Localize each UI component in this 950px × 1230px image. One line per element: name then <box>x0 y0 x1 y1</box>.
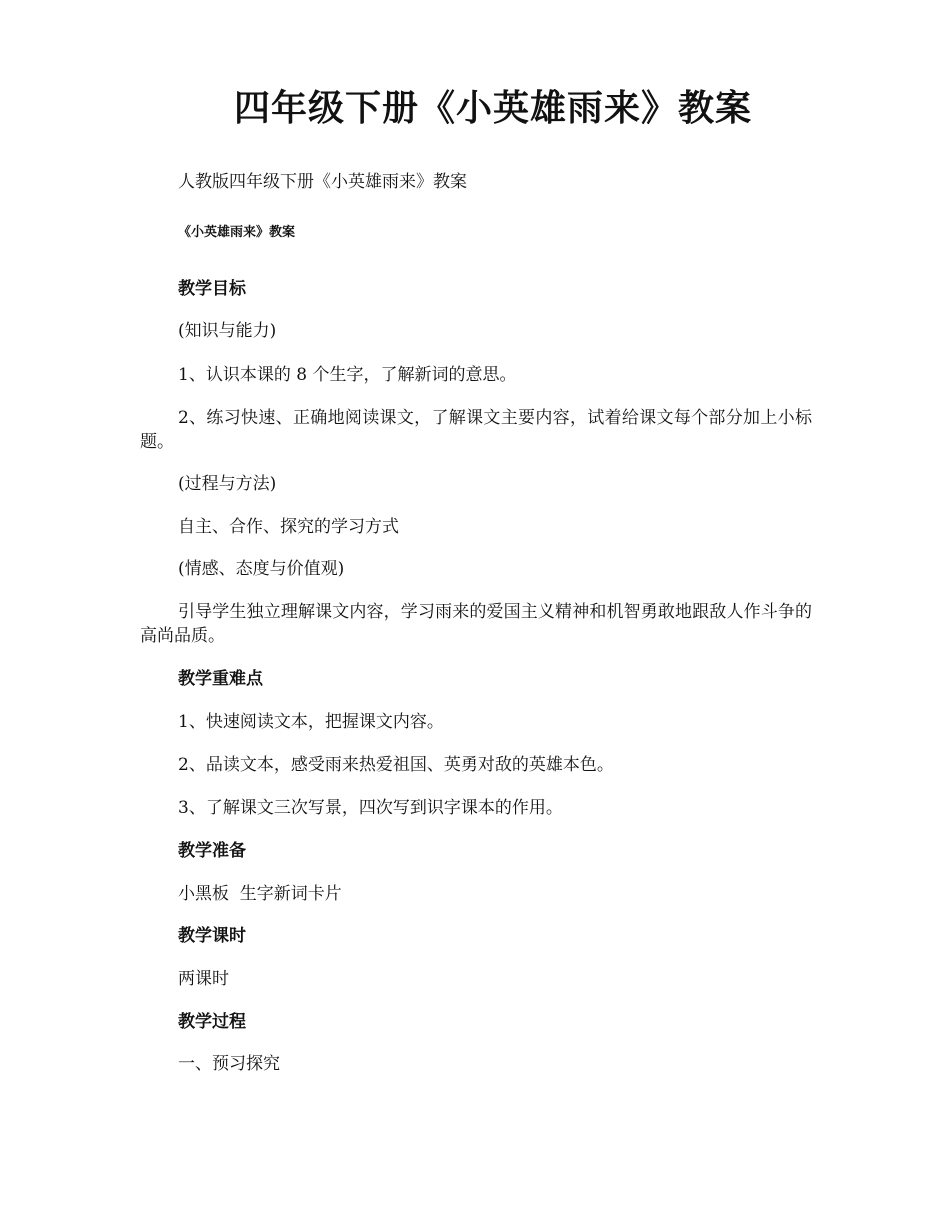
section-heading-prep: 教学准备 <box>178 841 246 861</box>
document-title: 四年级下册《小英雄雨来》教案 <box>233 87 752 129</box>
key-item-1: 1、快速阅读文本，把握课文内容。 <box>178 712 444 732</box>
emotion-label: (情感、态度与价值观) <box>178 559 345 579</box>
emotion-text: 引导学生独立理解课文内容，学习雨来的爱国主义精神和机智勇敢地跟敌人作斗争的高尚品质。 <box>140 602 812 646</box>
section-heading-goals: 教学目标 <box>178 279 246 299</box>
hours-text: 两课时 <box>178 969 229 989</box>
section-heading-procedure: 教学过程 <box>178 1012 246 1032</box>
document-subtitle: 人教版四年级下册《小英雄雨来》教案 <box>178 172 467 192</box>
process-label: (过程与方法) <box>178 474 277 494</box>
prep-text: 小黑板 生字新词卡片 <box>178 884 342 904</box>
goals-knowledge-label: (知识与能力) <box>178 321 277 341</box>
section-heading-hours: 教学课时 <box>178 926 246 946</box>
goal-item-2: 2、练习快速、正确地阅读课文，了解课文主要内容，试着给课文每个部分加上小标题。 <box>140 408 812 452</box>
key-item-3: 3、了解课文三次写景，四次写到识字课本的作用。 <box>178 798 563 818</box>
procedure-item-1: 一、预习探究 <box>178 1054 280 1074</box>
key-item-2: 2、品读文本，感受雨来热爱祖国、英勇对敌的英雄本色。 <box>178 755 614 775</box>
goal-item-1: 1、认识本课的 8 个生字，了解新词的意思。 <box>178 365 517 385</box>
process-text: 自主、合作、探究的学习方式 <box>178 517 399 537</box>
section-heading-key: 教学重难点 <box>178 669 263 689</box>
small-heading: 《小英雄雨来》教案 <box>178 225 296 240</box>
